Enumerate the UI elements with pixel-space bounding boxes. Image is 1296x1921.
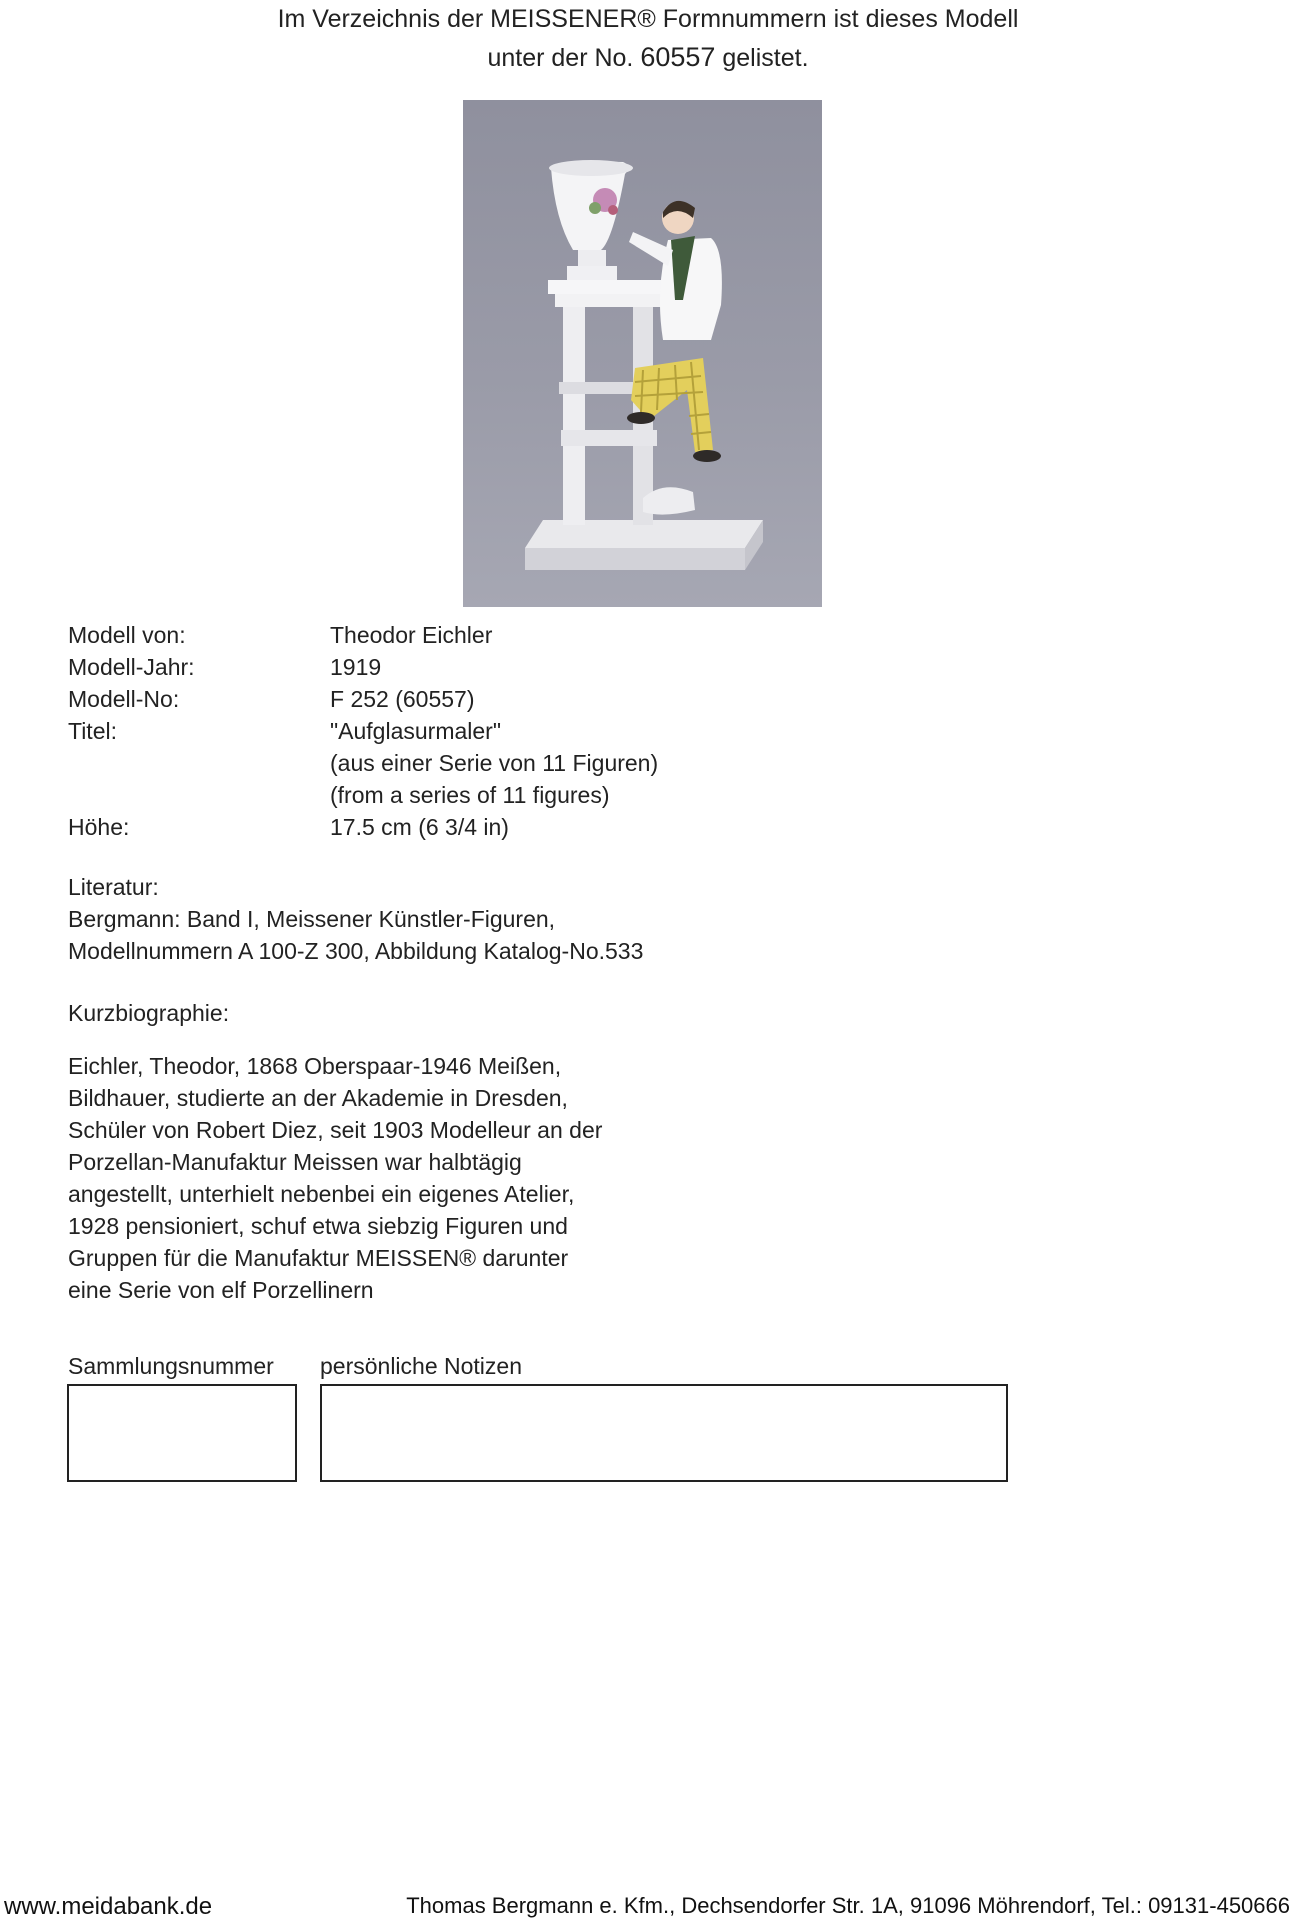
biography-line: Porzellan-Manufaktur Meissen war halbtägig	[68, 1149, 522, 1175]
biography-line: angestellt, unterhielt nebenbei ein eigenes Atelier,	[68, 1181, 575, 1207]
header-prefix: unter der No.	[487, 44, 634, 72]
figurine-photo	[463, 100, 822, 607]
biography-line: Schüler von Robert Diez, seit 1903 Modelleur an der	[68, 1117, 603, 1143]
literature-heading: Literatur:	[68, 874, 159, 900]
detail-label: Modell-No:	[68, 686, 180, 712]
personal-notes-field[interactable]	[320, 1384, 1008, 1482]
literature-line: Modellnummern A 100-Z 300, Abbildung Katalog-No.533	[68, 938, 644, 964]
header-line-1: Im Verzeichnis der MEISSENER® Formnummern ist dieses Modell	[277, 5, 1019, 33]
detail-label	[68, 747, 330, 779]
detail-row	[68, 619, 658, 651]
model-details	[68, 619, 658, 843]
detail-row	[68, 747, 658, 779]
footer-address: Thomas Bergmann e. Kfm., Dechsendorfer Str. 1A, 91096 Möhrendorf, Tel.: 09131-450666	[406, 1893, 1290, 1918]
porcelain-figurine-illustration	[463, 100, 822, 607]
footer-website[interactable]: www.meidabank.de	[4, 1893, 213, 1920]
literature-section	[68, 871, 643, 967]
biography-line: 1928 pensioniert, schuf etwa siebzig Figuren und	[68, 1213, 568, 1239]
personal-notes-label: persönliche Notizen	[320, 1353, 523, 1379]
collection-number-label: Sammlungsnummer	[68, 1353, 274, 1379]
detail-label: Modell von:	[68, 622, 186, 648]
biography-line: Bildhauer, studierte an der Akademie in Dresden,	[68, 1085, 568, 1111]
detail-row	[68, 715, 658, 747]
biography-line: Eichler, Theodor, 1868 Oberspaar-1946 Meißen,	[68, 1053, 562, 1079]
detail-label: Modell-Jahr:	[68, 654, 195, 680]
detail-row	[68, 651, 658, 683]
detail-value: (aus einer Serie von 11 Figuren)	[330, 750, 659, 776]
detail-row	[68, 811, 658, 843]
page-header	[0, 0, 1296, 77]
biography-text	[68, 1050, 602, 1306]
detail-value: F 252 (60557)	[330, 686, 475, 712]
detail-value: "Aufglasurmaler"	[330, 718, 502, 744]
biography-heading: Kurzbiographie:	[68, 1000, 230, 1026]
detail-label: Höhe:	[68, 814, 130, 840]
collection-number-field[interactable]	[67, 1384, 297, 1482]
model-number: 60557	[640, 42, 716, 72]
detail-label	[68, 779, 330, 811]
detail-value: 1919	[330, 654, 382, 680]
detail-value: (from a series of 11 figures)	[330, 782, 610, 808]
detail-value: Theodor Eichler	[330, 622, 493, 648]
detail-row	[68, 779, 658, 811]
biography-line: eine Serie von elf Porzellinern	[68, 1277, 374, 1303]
detail-label: Titel:	[68, 718, 117, 744]
biography-line: Gruppen für die Manufaktur MEISSEN® darunter	[68, 1245, 569, 1271]
header-line-2	[0, 38, 1296, 77]
detail-value: 17.5 cm (6 3/4 in)	[330, 814, 509, 840]
detail-row	[68, 683, 658, 715]
header-suffix: gelistet.	[722, 44, 809, 72]
literature-line: Bergmann: Band I, Meissener Künstler-Figuren,	[68, 906, 556, 932]
